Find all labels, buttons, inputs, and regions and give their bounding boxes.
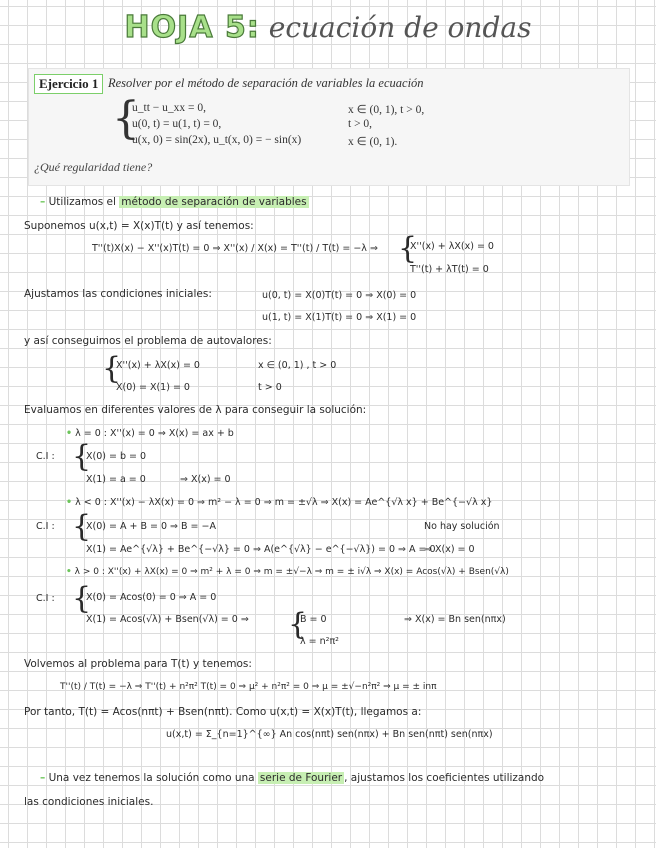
case-negative-bc2: X(1) = Ae^{√λ} + Be^{−√λ} = 0 ⇒ A(e^{√λ} − e^{−√λ}) = 0 ⇒ A = 0	[86, 544, 436, 555]
note-eigen-eq: X''(x) + λX(x) = 0	[116, 360, 200, 371]
case-positive-lambda: λ = n²π²	[300, 636, 339, 647]
dash-marker: –	[40, 772, 46, 784]
bullet-marker: •	[66, 428, 73, 439]
note-eigen-problem: y así conseguimos el problema de autovalores:	[24, 335, 272, 347]
note-separation-eq: T''(t)X(x) − X''(x)T(t) = 0 ⇒ X''(x) / X(x) = T''(t) / T(t) = −λ ⇒	[92, 243, 378, 254]
note-eq-x: X''(x) + λX(x) = 0	[410, 241, 494, 252]
note-suppose: Suponemos u(x,t) = X(x)T(t) y así tenemos:	[24, 220, 254, 232]
case-zero-line	[66, 428, 234, 439]
case-zero-eq: λ = 0 : X''(x) = 0 ⇒ X(x) = ax + b	[75, 428, 234, 439]
case-zero-ci: C.I :	[36, 451, 55, 462]
bullet-marker: •	[66, 497, 73, 508]
note-general-solution: u(x,t) = Σ_{n=1}^{∞} An cos(nπt) sen(nπx) + Bn sen(nπt) sen(nπx)	[166, 729, 493, 740]
note-brace: {	[102, 351, 122, 386]
note-fourier-highlight: serie de Fourier	[259, 772, 343, 784]
case-positive-b: B = 0	[300, 614, 327, 625]
note-eigen-time: t > 0	[258, 382, 282, 393]
system-cond-3: x ∈ (0, 1).	[348, 136, 398, 148]
case-positive-ci: C.I :	[36, 593, 55, 604]
system-cond-2: t > 0,	[348, 118, 373, 130]
system-eq-3: u(x, 0) = sin(2x), u_t(x, 0) = − sin(x)	[132, 134, 302, 146]
note-brace: {	[72, 439, 92, 474]
bullet-marker: •	[66, 567, 72, 577]
note-initial-conditions: las condiciones iniciales.	[24, 796, 154, 808]
case-negative-eq: λ < 0 : X''(x) − λX(x) = 0 ⇒ m² − λ = 0 ⇒ m = ±√λ ⇒ X(x) = Ae^{√λ x} + Be^{−√λ x}	[75, 497, 493, 508]
note-bc-right: u(1, t) = X(1)T(t) = 0 ⇒ X(1) = 0	[262, 312, 417, 323]
case-positive-eq: λ > 0 : X''(x) + λX(x) = 0 ⇒ m² + λ = 0 ⇒ m = ±√−λ ⇒ m = ± i√λ ⇒ X(x) = Acos(√λ) + Bsen(√λ)	[74, 567, 509, 577]
system-cond-1: x ∈ (0, 1), t > 0,	[348, 104, 425, 116]
case-negative-line	[66, 497, 492, 508]
system-eq-2: u(0, t) = u(1, t) = 0,	[132, 118, 222, 130]
note-fourier-line	[40, 772, 544, 784]
case-negative-result: ⇒ X(x) = 0	[424, 544, 475, 555]
note-brace: {	[72, 509, 92, 544]
note-therefore: Por tanto, T(t) = Acos(nπt) + Bsen(nπt). Como u(x,t) = X(x)T(t), llegamos a:	[24, 706, 422, 718]
note-method-line	[40, 196, 309, 208]
system-brace: {	[112, 93, 140, 144]
note-brace: {	[288, 607, 308, 642]
case-positive-result: ⇒ X(x) = Bn sen(nπx)	[404, 614, 506, 625]
case-positive-bc2: X(1) = Acos(√λ) + Bsen(√λ) = 0 ⇒	[86, 614, 249, 625]
exercise-question: ¿Qué regularidad tiene?	[34, 160, 153, 174]
case-zero-bc1: X(0) = b = 0	[86, 451, 147, 462]
exercise-label: Ejercicio 1	[34, 74, 103, 94]
dash-marker: –	[40, 196, 46, 208]
note-brace: {	[398, 231, 418, 266]
note-fourier-prefix: Una vez tenemos la solución como una	[48, 772, 255, 784]
case-negative-no-solution: No hay solución	[424, 521, 500, 532]
note-evaluate: Evaluamos en diferentes valores de λ para conseguir la solución:	[24, 404, 367, 416]
page-title	[0, 10, 656, 45]
note-bc-left: u(0, t) = X(0)T(t) = 0 ⇒ X(0) = 0	[262, 290, 417, 301]
note-time-problem: Volvemos al problema para T(t) y tenemos:	[24, 658, 252, 670]
title-subject: ecuación de ondas	[259, 11, 532, 44]
system-eq-1: u_tt − u_xx = 0,	[132, 102, 206, 114]
title-hoja: HOJA 5:	[124, 10, 260, 45]
note-method-highlight: método de separación de variables	[121, 196, 307, 208]
exercise-statement: Resolver por el método de separación de variables la ecuación	[108, 76, 424, 90]
note-time-eq: T''(t) / T(t) = −λ ⇒ T''(t) + n²π² T(t) = 0 ⇒ μ² + n²π² = 0 ⇒ μ = ±√−n²π² ⇒ μ = ± inπ	[60, 682, 437, 692]
case-negative-ci: C.I :	[36, 521, 55, 532]
case-negative-bc1: X(0) = A + B = 0 ⇒ B = −A	[86, 521, 216, 532]
note-eigen-bc: X(0) = X(1) = 0	[116, 382, 190, 393]
case-positive-line	[66, 567, 509, 577]
case-zero-bc2: X(1) = a = 0	[86, 474, 146, 485]
case-zero-result: ⇒ X(x) = 0	[180, 474, 231, 485]
note-method-prefix: Utilizamos el	[48, 196, 116, 208]
note-eq-t: T''(t) + λT(t) = 0	[410, 264, 489, 275]
case-positive-bc1: X(0) = Acos(0) = 0 ⇒ A = 0	[86, 592, 217, 603]
note-fourier-suffix: , ajustamos los coeficientes utilizando	[344, 772, 545, 784]
note-adjust-conditions: Ajustamos las condiciones iniciales:	[24, 288, 212, 300]
note-brace: {	[72, 581, 92, 616]
note-eigen-domain: x ∈ (0, 1) , t > 0	[258, 360, 337, 371]
